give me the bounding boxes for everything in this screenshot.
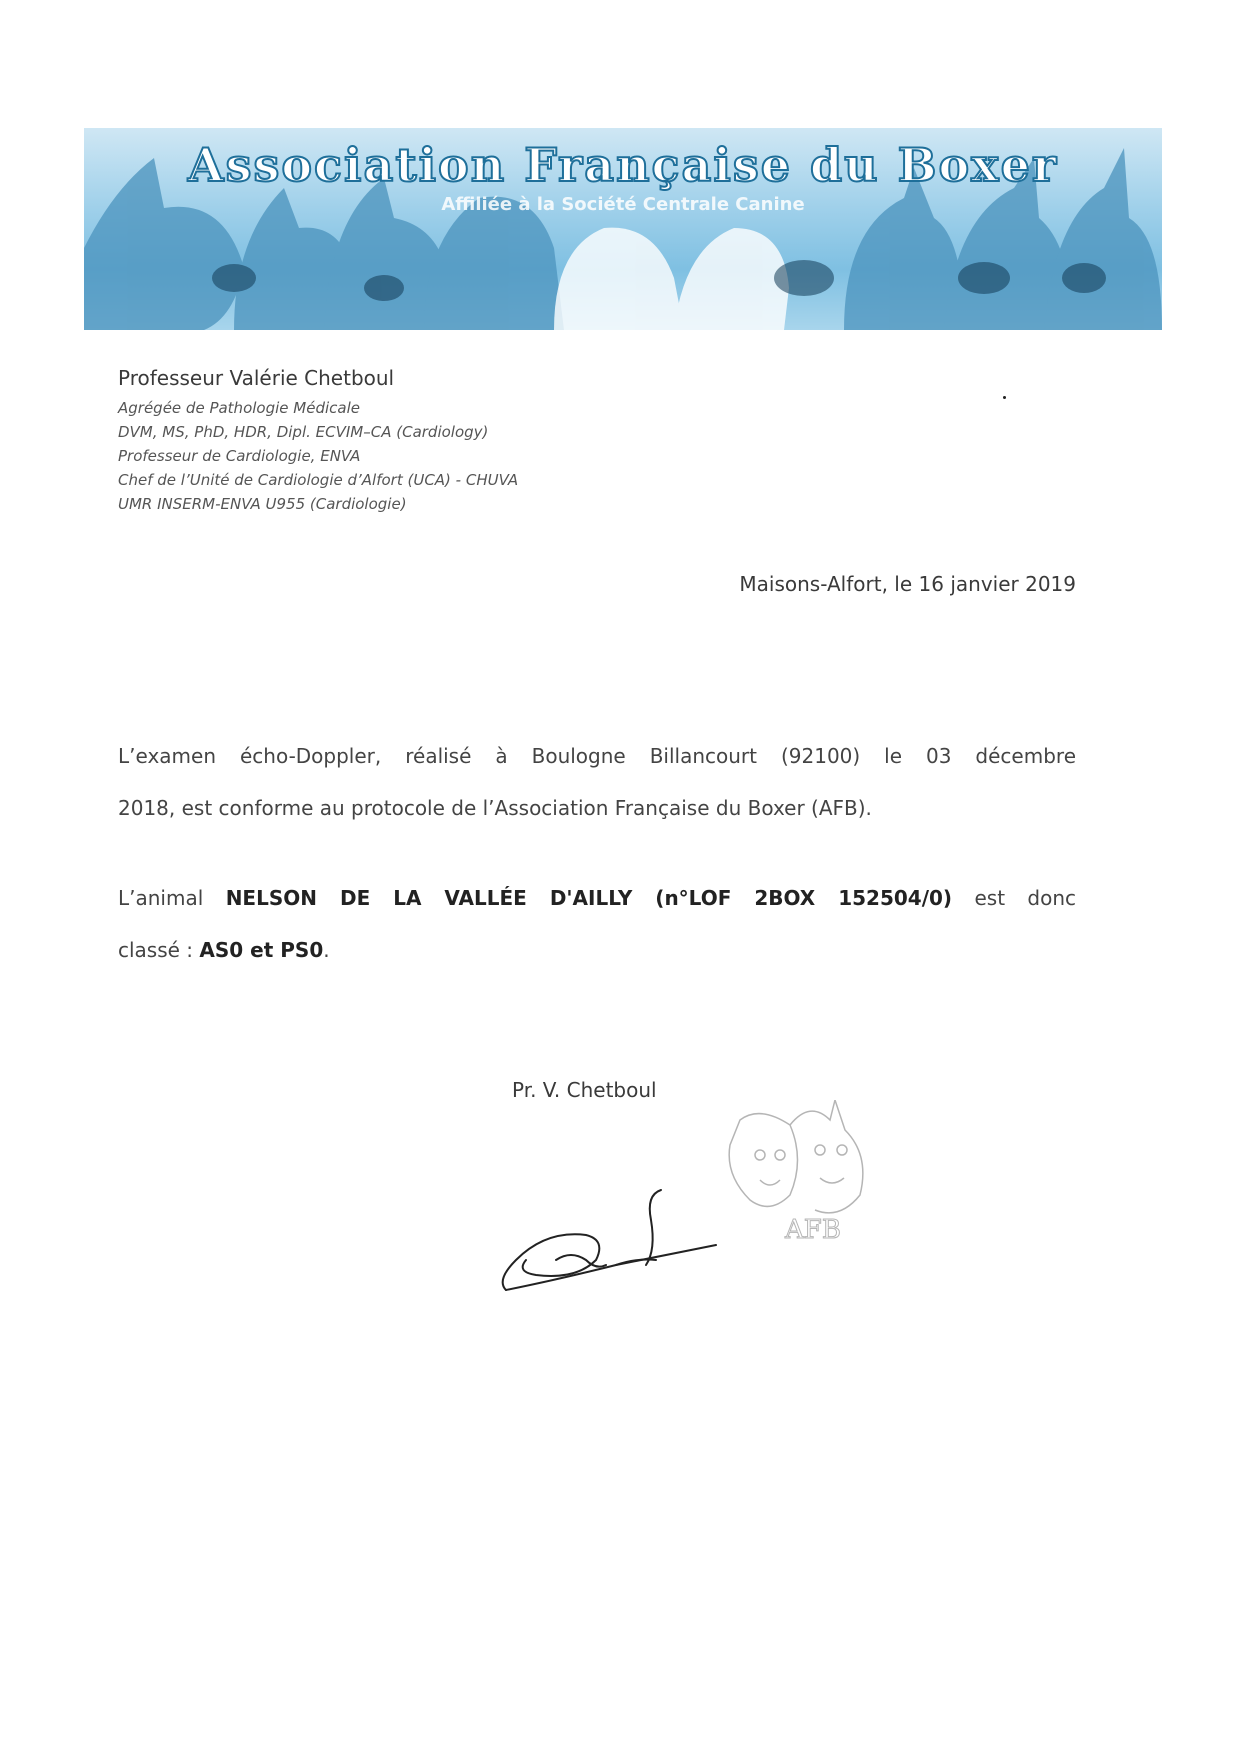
classification-end: . (323, 938, 330, 962)
association-subtitle: Affiliée à la Société Centrale Canine (441, 194, 805, 215)
credential-line: Professeur de Cardiologie, ENVA (118, 447, 361, 465)
exam-line-1: L’examen écho-Doppler, réalisé à Boulogne Billancourt (92100) le 03 décembre (118, 744, 1076, 768)
author-block (118, 366, 518, 516)
exam-paragraph (118, 730, 1076, 834)
classification-paragraph (118, 872, 1076, 976)
afb-stamp (720, 1100, 890, 1250)
credential-line: Agrégée de Pathologie Médicale (118, 399, 360, 417)
signatory-name: Pr. V. Chetboul (512, 1078, 657, 1102)
classification-line-2 (118, 924, 1076, 976)
animal-name: NELSON DE LA VALLÉE D'AILLY (n°LOF 2BOX 152504/0) (225, 886, 953, 910)
classification-line-1 (118, 872, 1076, 924)
place-date: Maisons-Alfort, le 16 janvier 2019 (739, 572, 1076, 596)
credential-line: Chef de l’Unité de Cardiologie d’Alfort (UCA) - CHUVA (118, 471, 519, 489)
animal-suffix: est donc (974, 886, 1077, 910)
handwritten-signature (496, 1180, 726, 1300)
animal-prefix: L’animal (118, 886, 204, 910)
header-banner (84, 128, 1162, 330)
association-title: Association Française du Boxer (187, 138, 1059, 192)
classification-prefix: classé : (118, 938, 194, 962)
exam-line-2: 2018, est conforme au protocole de l’Association Française du Boxer (AFB). (118, 796, 872, 820)
classification-grade: AS0 et PS0 (199, 938, 324, 962)
credential-line: DVM, MS, PhD, HDR, Dipl. ECVIM–CA (Cardiology) (118, 423, 489, 441)
scan-speck (1003, 396, 1006, 399)
stamp-label: AFB (785, 1215, 841, 1245)
author-name: Professeur Valérie Chetboul (118, 366, 395, 390)
credential-line: UMR INSERM-ENVA U955 (Cardiologie) (118, 495, 407, 513)
